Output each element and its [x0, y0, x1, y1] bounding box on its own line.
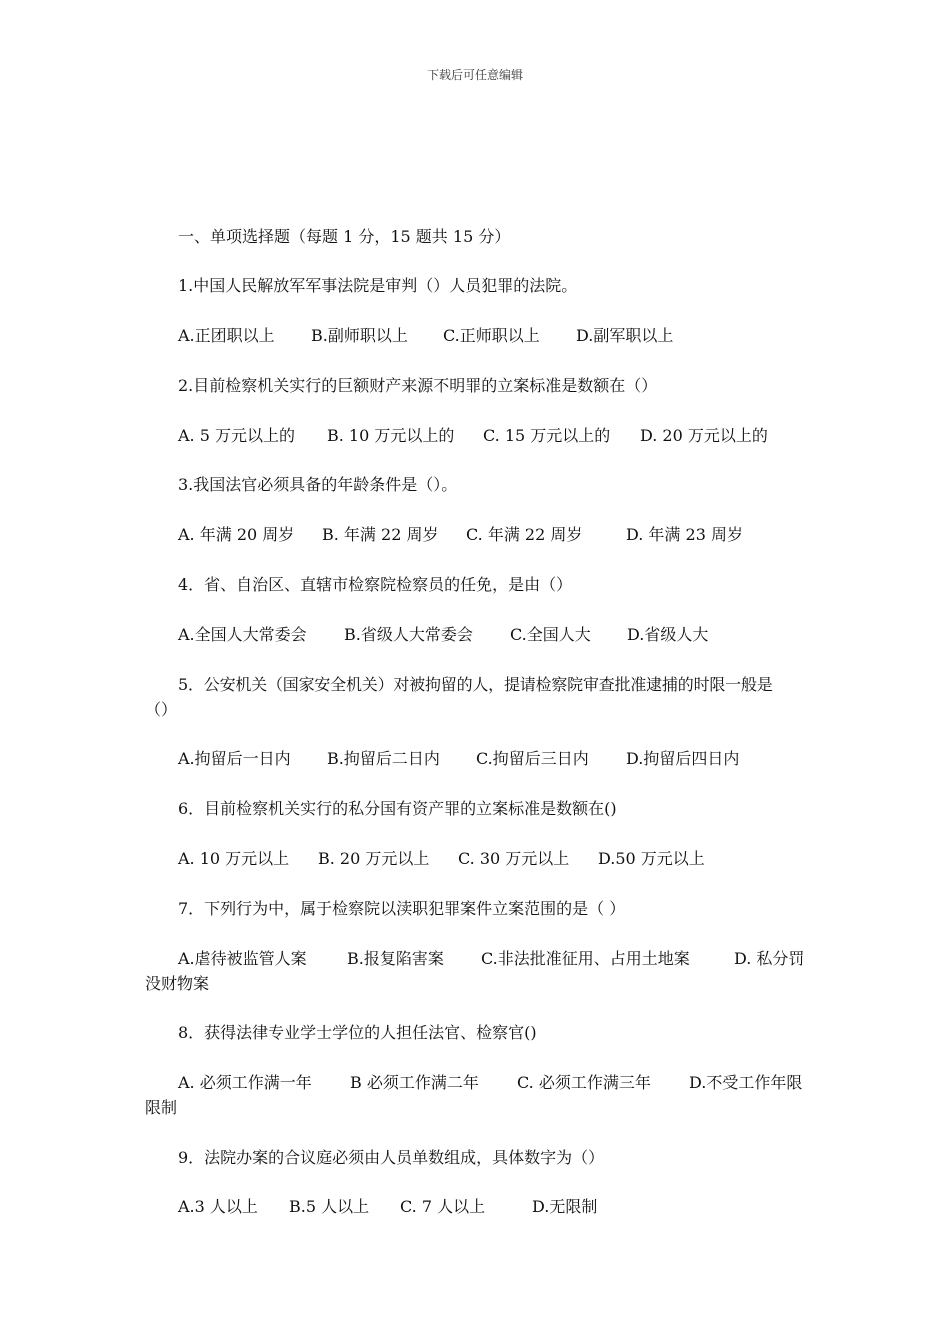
question-5-option-b: B.拘留后二日内 — [327, 749, 440, 768]
section-title: 一、单项选择题（每题 1 分，15 题共 15 分） — [178, 227, 511, 246]
question-5-option-c: C.拘留后三日内 — [476, 749, 589, 768]
question-4-stem: 4．省、自治区、直辖市检察院检察员的任免，是由（） — [178, 575, 573, 594]
question-7-option-d: D. 私分罚 — [734, 949, 805, 968]
question-2-stem: 2.目前检察机关实行的巨额财产来源不明罪的立案标准是数额在（） — [178, 376, 658, 395]
question-7-options-continued: 没财物案 — [145, 974, 210, 993]
question-1-option-b: B.副师职以上 — [311, 326, 408, 345]
question-8-option-a: A. 必须工作满一年 — [178, 1073, 312, 1092]
question-4-option-d: D.省级人大 — [627, 625, 709, 644]
question-3-option-c: C. 年满 22 周岁 — [466, 525, 583, 544]
question-6-option-d: D.50 万元以上 — [598, 849, 705, 868]
question-3-option-b: B. 年满 22 周岁 — [322, 525, 439, 544]
question-7-option-c: C.非法批准征用、占用土地案 — [481, 949, 690, 968]
question-3-option-d: D. 年满 23 周岁 — [626, 525, 743, 544]
question-7-stem: 7．下列行为中，属于检察院以渎职犯罪案件立案范围的是（ ） — [178, 899, 626, 918]
question-2-option-a: A. 5 万元以上的 — [178, 426, 295, 445]
question-9-option-a: A.3 人以上 — [178, 1197, 258, 1216]
question-6-option-c: C. 30 万元以上 — [458, 849, 570, 868]
question-2-option-c: C. 15 万元以上的 — [483, 426, 611, 445]
question-5-stem-line-1: 5．公安机关（国家安全机关）对被拘留的人，提请检察院审查批准逮捕的时限一般是 — [178, 675, 773, 694]
question-5-stem-line-2: （） — [145, 700, 178, 719]
question-7-option-b: B.报复陷害案 — [347, 949, 444, 968]
page-header: 下载后可任意编辑 — [426, 68, 523, 82]
question-8-options-continued: 限制 — [145, 1098, 178, 1117]
question-1-stem: 1.中国人民解放军军事法院是审判（）人员犯罪的法院。 — [178, 276, 578, 295]
question-6-option-a: A. 10 万元以上 — [178, 849, 290, 868]
question-7-option-a: A.虐待被监管人案 — [178, 949, 307, 968]
question-8-option-c: C. 必须工作满三年 — [517, 1073, 651, 1092]
question-4-option-b: B.省级人大常委会 — [344, 625, 473, 644]
question-6-option-b: B. 20 万元以上 — [318, 849, 430, 868]
question-5-option-d: D.拘留后四日内 — [626, 749, 740, 768]
question-2-option-b: B. 10 万元以上的 — [327, 426, 455, 445]
question-3-option-a: A. 年满 20 周岁 — [178, 525, 295, 544]
question-9-option-b: B.5 人以上 — [289, 1197, 370, 1216]
question-6-stem: 6．目前检察机关实行的私分国有资产罪的立案标准是数额在() — [178, 799, 617, 818]
question-1-option-d: D.副军职以上 — [576, 326, 674, 345]
question-3-stem: 3.我国法官必须具备的年龄条件是（）。 — [178, 475, 458, 494]
question-2-option-d: D. 20 万元以上的 — [640, 426, 768, 445]
question-8-option-d: D.不受工作年限 — [689, 1073, 803, 1092]
question-9-option-c: C. 7 人以上 — [400, 1197, 486, 1216]
question-1-option-a: A.正团职以上 — [178, 326, 275, 345]
question-8-stem: 8．获得法律专业学士学位的人担任法官、检察官() — [178, 1023, 537, 1042]
question-9-option-d: D.无限制 — [532, 1197, 598, 1216]
question-1-option-c: C.正师职以上 — [443, 326, 540, 345]
question-4-option-c: C.全国人大 — [510, 625, 591, 644]
question-9-stem: 9．法院办案的合议庭必须由人员单数组成，具体数字为（） — [178, 1148, 605, 1167]
question-8-option-b: B 必须工作满二年 — [350, 1073, 479, 1092]
question-4-option-a: A.全国人大常委会 — [178, 625, 307, 644]
question-5-option-a: A.拘留后一日内 — [178, 749, 291, 768]
